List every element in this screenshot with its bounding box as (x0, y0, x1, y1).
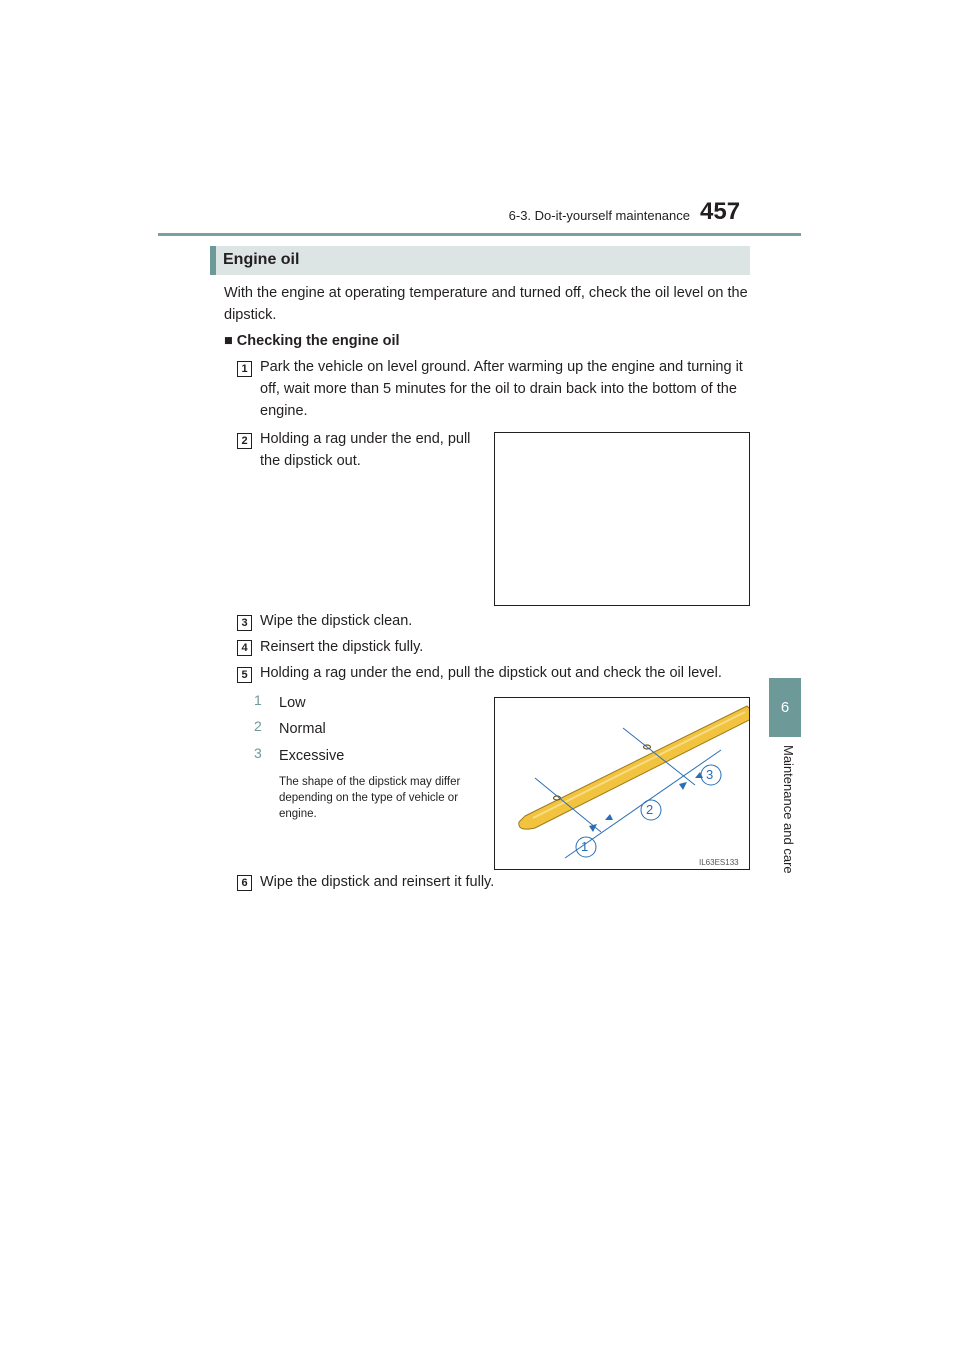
intro-paragraph: With the engine at operating temperature and turned off, check the oil level on the dipstick. (224, 285, 748, 323)
step-number-1: 1 (237, 361, 252, 377)
square-bullet-icon: ■ (224, 333, 233, 349)
step-text-4: Reinsert the dipstick fully. (260, 639, 424, 655)
level-3-label: Excessive (279, 748, 345, 764)
step-number-5: 5 (237, 667, 252, 683)
level-2-label: Normal (279, 721, 326, 737)
step-text-1: Park the vehicle on level ground. After warming up the engine and turning it off, wait more than 5 minutes for the oil to drain back into the bottom of the engine. (260, 359, 743, 419)
step-number-2: 2 (237, 433, 252, 449)
step-text-6: Wipe the dipstick and reinsert it fully. (260, 874, 495, 890)
step-number-3: 3 (237, 615, 252, 631)
subheading-text: Checking the engine oil (236, 333, 400, 349)
running-header-section: 6-3. Do-it-yourself maintenance (508, 208, 690, 223)
level-3-marker: 3 (254, 745, 262, 761)
dipstick-note: The shape of the dipstick may differ depending on the type of vehicle or engine. (279, 776, 461, 820)
page-number: 457 (700, 198, 741, 225)
step-number-6: 6 (237, 875, 252, 891)
header-rule (158, 233, 801, 236)
figure-pull-dipstick (494, 432, 750, 606)
level-2-marker: 2 (254, 718, 262, 734)
section-title: Engine oil (223, 251, 300, 268)
subheading (224, 330, 400, 352)
step-text-5: Holding a rag under the end, pull the dipstick out and check the oil level. (260, 665, 722, 681)
callout-3-label: 3 (706, 767, 714, 782)
step-text-2: Holding a rag under the end, pull the dipstick out. (260, 431, 471, 469)
step-number-4: 4 (237, 640, 252, 656)
figure-dipstick-levels (494, 697, 750, 870)
dipstick-illustration (495, 698, 750, 870)
chapter-label: Maintenance and care (781, 745, 796, 874)
level-1-marker: 1 (254, 692, 262, 708)
step-text-3: Wipe the dipstick clean. (260, 613, 413, 629)
chapter-tab: 6 (769, 678, 801, 737)
level-1-label: Low (279, 695, 306, 711)
figure-code: IL63ES133 (699, 858, 739, 867)
callout-2-label: 2 (646, 802, 654, 817)
callout-1-label: 1 (581, 839, 589, 854)
